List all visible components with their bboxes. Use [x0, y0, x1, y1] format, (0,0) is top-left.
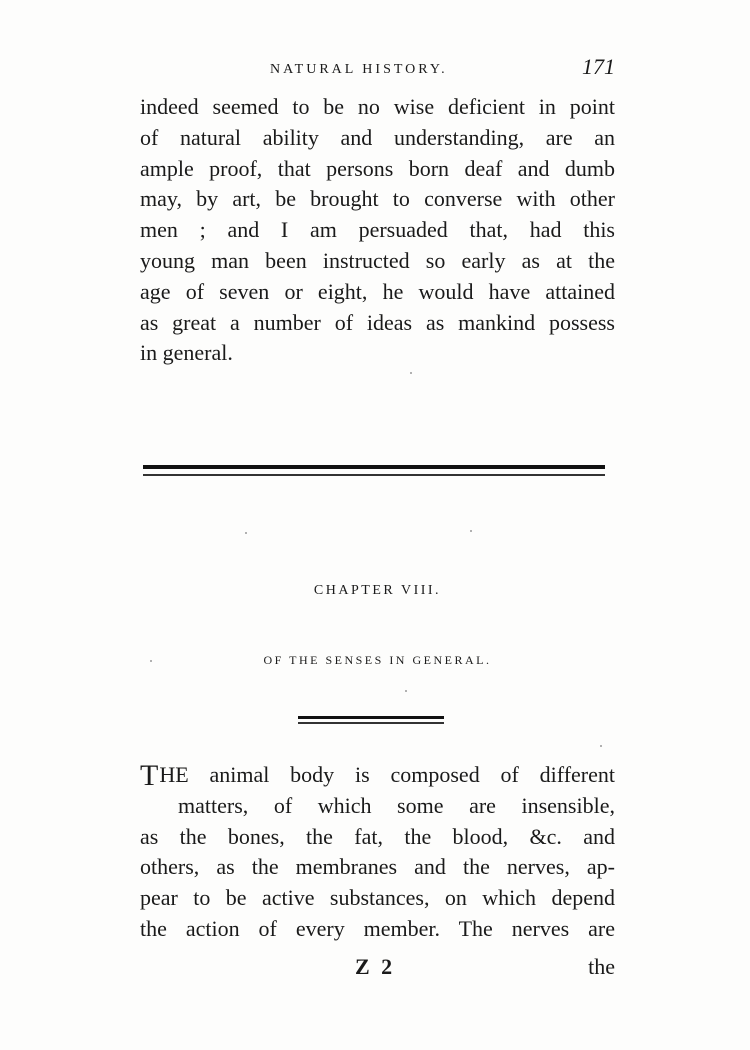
print-speck [405, 690, 407, 692]
section-divider-thick [143, 465, 605, 469]
first-line-text: HE animal body is composed of different [159, 762, 615, 787]
text-line: in general. [140, 340, 233, 366]
page-number: 171 [582, 54, 615, 79]
text-line: as the bones, the fat, the blood, &c. and [140, 823, 615, 849]
ornament-rule-thick [298, 716, 444, 719]
chapter-heading: CHAPTER VIII. [313, 583, 442, 598]
text-line: ample proof, that persons born deaf and dumb [140, 155, 615, 181]
text-line: men ; and I am persuaded that, had this [140, 217, 615, 243]
print-speck [600, 745, 602, 747]
text-line: as great a number of ideas as mankind possess [140, 309, 615, 335]
text-line: others, as the membranes and the nerves, ap- [140, 854, 615, 880]
print-speck [245, 532, 247, 534]
print-speck [410, 372, 412, 374]
chapter-subtitle: OF THE SENSES IN GENERAL. [263, 653, 492, 667]
print-speck [150, 660, 152, 662]
ornament-rule-thin [298, 722, 444, 724]
text-line: may, by art, be brought to converse with other [140, 186, 615, 212]
text-line: the action of every member. The nerves are [140, 915, 615, 941]
page-footer [140, 954, 615, 986]
text-line: of natural ability and understanding, are an [140, 124, 615, 150]
text-line: age of seven or eight, he would have attained [140, 278, 615, 304]
text-line-first [140, 760, 615, 791]
section-divider-thin [143, 474, 605, 476]
text-line: pear to be active substances, on which depend [140, 885, 615, 911]
drop-cap: T [140, 759, 160, 792]
text-line: young man been instructed so early as at the [140, 247, 615, 273]
catchword: the [588, 954, 615, 979]
bottom-paragraph [140, 760, 615, 945]
signature-mark: Z 2 [355, 954, 396, 979]
text-line: matters, of which some are insensible, [178, 792, 615, 818]
text-line: indeed seemed to be no wise deficient in point [140, 94, 615, 119]
running-title: NATURAL HISTORY. [270, 62, 448, 77]
running-head [140, 56, 615, 84]
top-paragraph [140, 92, 615, 369]
print-speck [470, 530, 472, 532]
